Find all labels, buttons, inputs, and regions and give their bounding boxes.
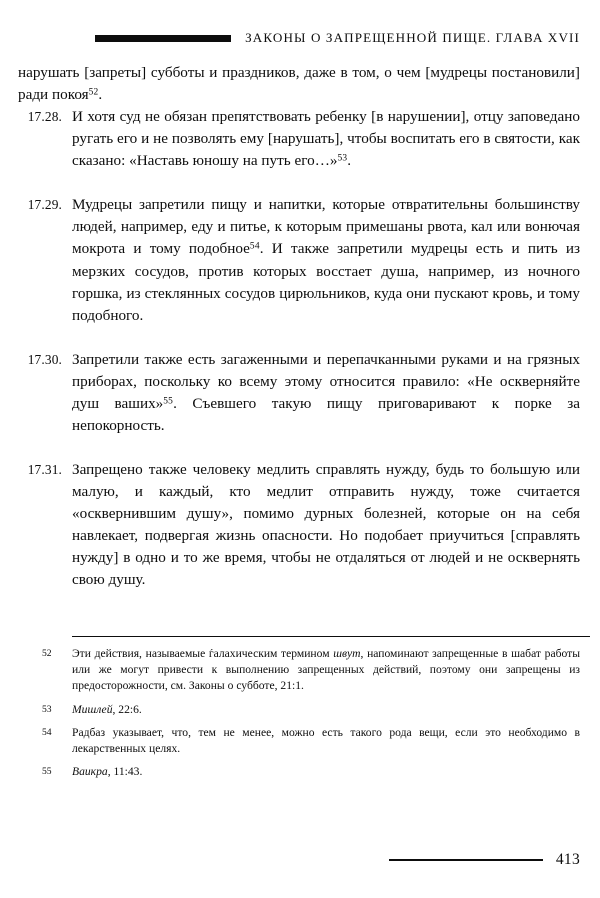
running-header: [0, 26, 580, 50]
section-number: 17.29.: [27, 197, 62, 213]
section-17-31: [18, 459, 580, 591]
continuation-text: нарушать [запреты] субботы и праздников, даже в том, о чем [мудрецы постановили] ради покоя: [18, 64, 580, 104]
section-text-tail: . И также запретили мудрецы есть и пить из мерзких сосудов, против которых восстает душа, например, из ночного горшка, из стеклянных сосудов цирюльников, куда они пускают кровь, и тому подобного.: [72, 240, 581, 324]
section-paragraph: [72, 459, 580, 591]
continuation-text-tail: .: [98, 86, 103, 104]
footnote-number: 54: [42, 726, 52, 738]
section-paragraph: [72, 194, 580, 326]
section-text: Запретили также есть загаженными и перепачканными руками и на грязных приборах, поскольку ко всему этому относится правило: «Не оскверняйте душ ваших»: [72, 350, 580, 412]
page-number: 413: [555, 851, 580, 868]
body-text-block: [18, 62, 580, 613]
footnote-55: [18, 764, 580, 780]
footnote-italic-term: Мишлей: [72, 702, 113, 716]
header-rule-bar: [95, 35, 231, 42]
footnote-52: [18, 646, 580, 695]
section-17-28: [18, 106, 580, 172]
footnote-54: [18, 725, 580, 757]
section-number: 17.28.: [27, 109, 62, 125]
footnote-marker-53[interactable]: 53: [337, 153, 348, 164]
footnote-number: 52: [42, 648, 52, 659]
footnotes-block: [18, 636, 580, 787]
footnote-marker-55[interactable]: 55: [163, 396, 174, 407]
footnote-italic-term: швут: [333, 647, 361, 660]
section-number: 17.30.: [27, 351, 62, 367]
footer-rule: [389, 859, 543, 861]
continuation-paragraph: [18, 62, 580, 106]
footnote-marker-54[interactable]: 54: [249, 242, 260, 253]
section-17-30: [18, 349, 580, 437]
section-text: И хотя суд не обязан препятствовать ребенку [в нарушении], отцу заповедано ругать его и не позволять ему [нарушать], чтобы воспитать его в святости, как сказано: «Наставь юношу на путь его…»: [72, 108, 580, 170]
running-header-title: ЗАКОНЫ О ЗАПРЕЩЕННОЙ ПИЩЕ. ГЛАВА XVII: [245, 30, 580, 45]
footnote-italic-term: Ваикра: [72, 765, 108, 779]
section-17-29: [18, 194, 580, 326]
footnote-text-part1: Радбаз указывает, что, тем не менее, можно есть такого рода вещи, если это необходимо в лекарственных целях.: [72, 725, 580, 755]
section-text-tail: . Съевшего такую пищу приговаривают к порке за непокорность.: [72, 394, 580, 434]
section-text: Мудрецы запретили пищу и напитки, которые отвратительны большинству людей, например, еду и питье, к которым примешаны рвота, кал или вонючая мокрота и тому подобное: [72, 196, 580, 258]
section-paragraph: [72, 349, 580, 437]
footnote-text-part2: , 11:43.: [107, 765, 143, 779]
footnote-text-part2: , 22:6.: [112, 702, 142, 716]
page-footer: [18, 850, 580, 870]
footnote-text-part1: Эти действия, называемые ѓалахическим термином: [72, 647, 334, 660]
section-paragraph: [72, 106, 580, 172]
footnote-separator-rule: [72, 636, 590, 637]
footnote-text-part2: , напоминают запрещенные в шабат работы или же могут привести к выполнению запрещенных действий, поэтому они запрещены из предосторожности, см. Законы о субботе, 21:1.: [72, 647, 580, 693]
footnote-number: 53: [42, 703, 52, 715]
footnote-53: [18, 702, 580, 718]
section-text: Запрещено также человеку медлить справлять нужду, будь то большую или малую, и каждый, кто медлит отправить нужду, тоже считается «осквернившим душу», помимо дурных болезней, которые он на себя навлекает, подвергая жизнь опасности. Но подобает приучиться [справлять нужду] в одно и то же время, чтобы не отдаляться от людей и не осквернять свою душу.: [72, 460, 580, 589]
section-number: 17.31.: [27, 461, 62, 477]
footnote-number: 55: [42, 766, 52, 778]
section-text-tail: .: [347, 152, 352, 170]
footnote-marker-52[interactable]: 52: [88, 87, 99, 98]
